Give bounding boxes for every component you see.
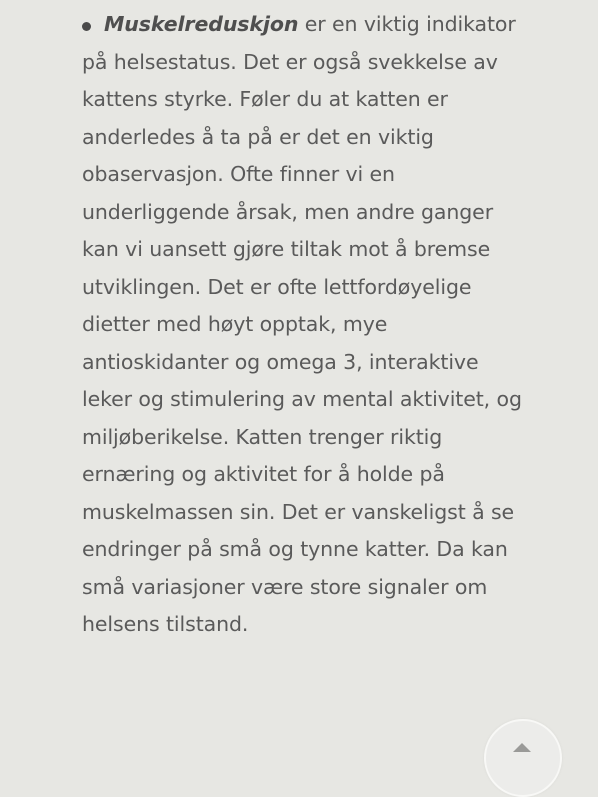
chevron-up-icon <box>513 743 531 752</box>
term-heading: Muskelreduskjon <box>104 12 299 36</box>
list-item <box>82 6 532 644</box>
article-content <box>82 6 532 644</box>
paragraph-text: er en viktig indikator på helsestatus. Det er også svekkelse av kattens styrke. Føler du at katten er anderledes å ta på er det en viktig obaservasjon. Ofte finner vi en underliggende årsak, men andre ganger kan vi uansett gjøre tiltak mot å bremse utviklingen. Det er ofte lettfordøyelige dietter med høyt opptak, mye antioskidanter og omega 3, interaktive leker og stimulering av mental aktivitet, og miljøberikelse. Katten trenger riktig ernæring og aktivitet for å holde på muskelmassen sin. Det er vanskeligst å se endringer på små og tynne katter. Da kan små variasjoner være store signaler om helsens tilstand. <box>82 12 522 636</box>
bullet-list <box>82 6 532 644</box>
scroll-to-top-button[interactable] <box>484 719 562 797</box>
